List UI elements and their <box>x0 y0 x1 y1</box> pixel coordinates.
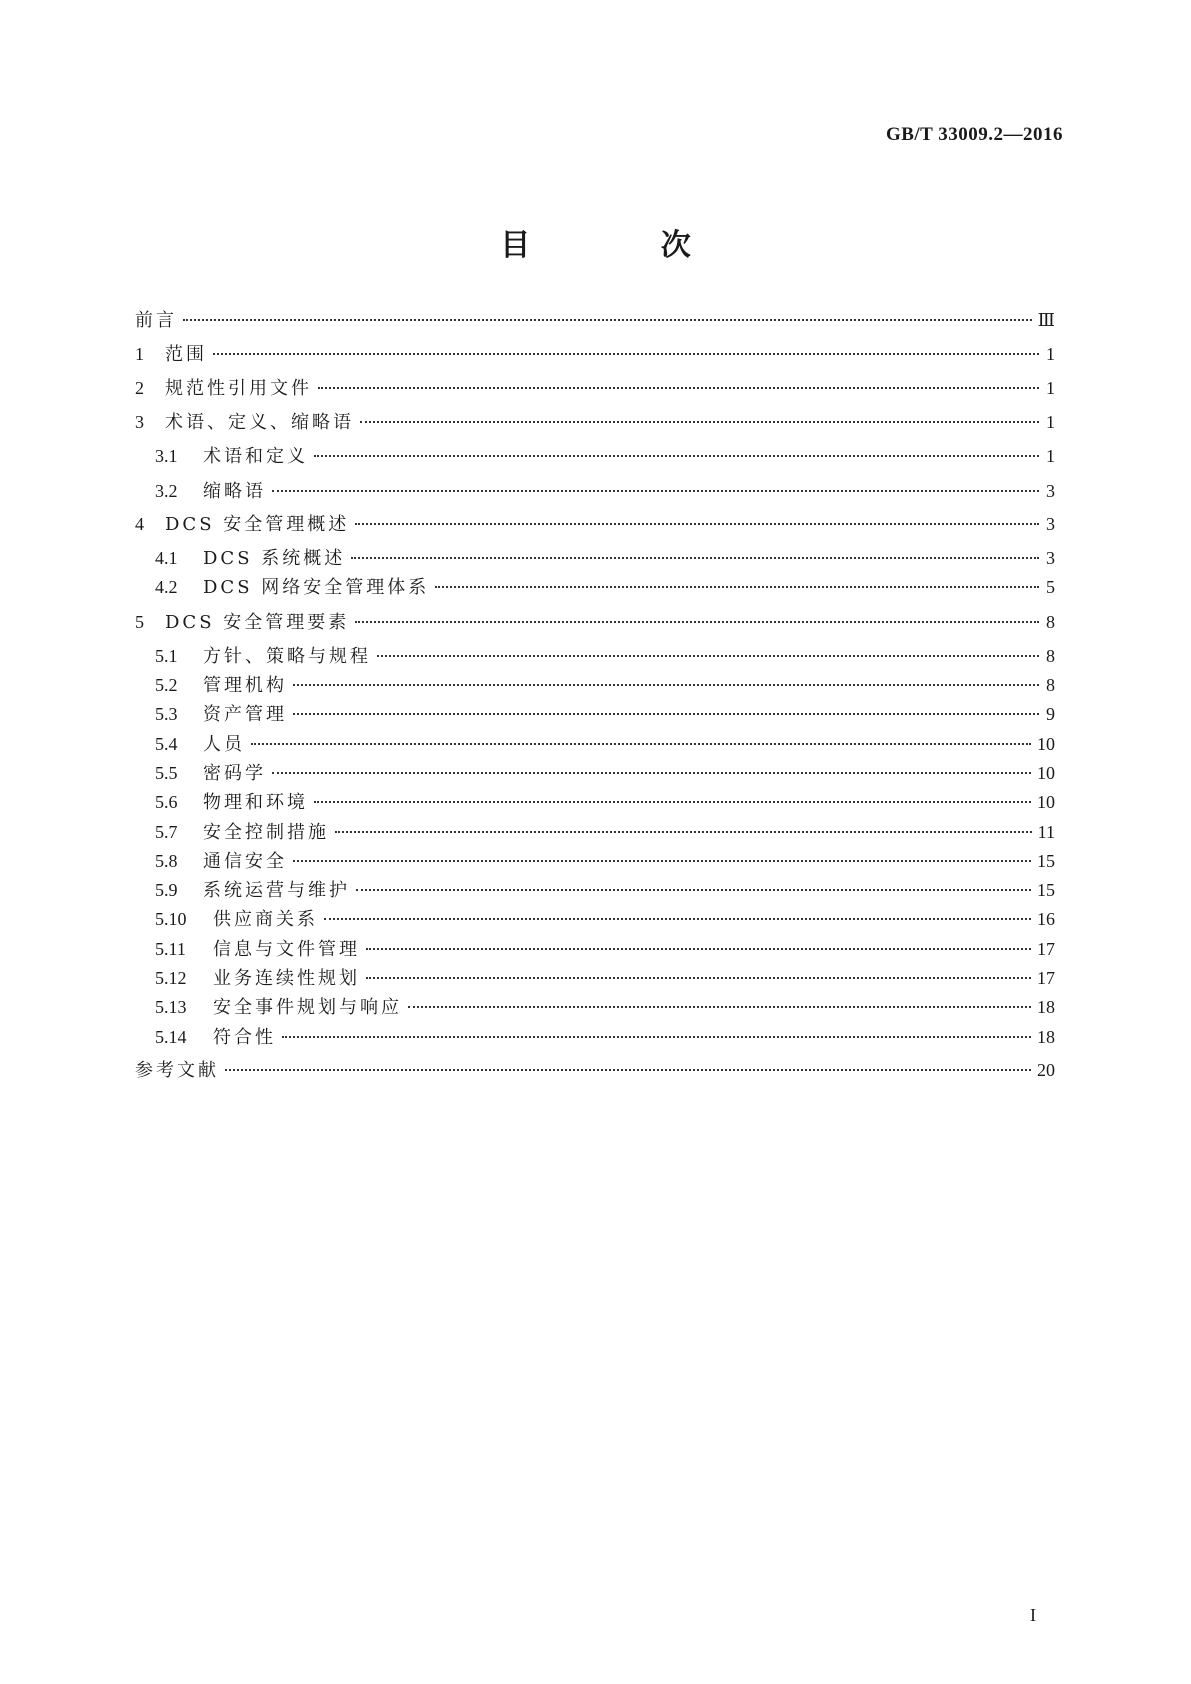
page-number: I <box>1030 1605 1036 1625</box>
toc-entry[interactable] <box>135 545 1055 571</box>
dot-leader <box>355 621 1039 623</box>
toc-entry-page: 17 <box>1037 939 1055 959</box>
toc-entry[interactable] <box>135 511 1055 537</box>
toc-entry-title: 密码学 <box>203 763 266 784</box>
toc-entry-number: 4 <box>135 514 144 534</box>
toc-entry[interactable] <box>135 994 1055 1020</box>
toc-entry-page: 10 <box>1037 792 1055 812</box>
toc-entry-page: 10 <box>1037 734 1055 754</box>
toc-entry[interactable] <box>135 478 1055 504</box>
toc-entry-number: 3.1 <box>155 446 178 466</box>
toc-entry-title: 参考文献 <box>135 1060 219 1081</box>
dot-leader <box>435 586 1039 588</box>
dot-leader <box>324 918 1031 920</box>
toc-entry-page: 15 <box>1037 851 1055 871</box>
toc-entry-title: 信息与文件管理 <box>213 939 360 960</box>
toc-entry-title: DCS 安全管理概述 <box>165 514 350 535</box>
toc-entry-title: 系统运营与维护 <box>203 880 350 901</box>
toc-entry-number: 1 <box>135 344 144 364</box>
toc-entry-number: 5.9 <box>155 880 178 900</box>
toc-entry-title: 安全事件规划与响应 <box>213 997 402 1018</box>
toc-entry-page: 17 <box>1037 968 1055 988</box>
toc-entry-title: DCS 安全管理要素 <box>165 612 350 633</box>
toc-entry[interactable] <box>135 731 1055 757</box>
dot-leader <box>293 860 1031 862</box>
toc-entry[interactable] <box>135 877 1055 903</box>
toc-entry-title: DCS 系统概述 <box>203 548 346 569</box>
dot-leader <box>213 353 1039 355</box>
dot-leader <box>318 387 1039 389</box>
dot-leader <box>293 684 1039 686</box>
toc-entry-number: 5.13 <box>155 997 187 1017</box>
toc-entry-page: 3 <box>1046 514 1055 534</box>
toc-entry[interactable] <box>135 443 1055 469</box>
toc-entry[interactable] <box>135 701 1055 727</box>
toc-entry[interactable] <box>135 672 1055 698</box>
toc-entry-number: 4.1 <box>155 548 178 568</box>
toc-title: 目 次 <box>500 228 751 263</box>
toc-entry-number: 3.2 <box>155 481 178 501</box>
toc-entry[interactable] <box>135 307 1055 333</box>
toc-entry-page: 9 <box>1046 704 1055 724</box>
toc-entry[interactable] <box>135 1024 1055 1050</box>
toc-entry-page: 1 <box>1046 344 1055 364</box>
toc-entry[interactable] <box>135 609 1055 635</box>
toc-entry-number: 2 <box>135 378 144 398</box>
toc-entry-title: 安全控制措施 <box>203 822 329 843</box>
toc-entry-number: 5.2 <box>155 675 178 695</box>
toc-entry-page: 8 <box>1046 612 1055 632</box>
standard-code: GB/T 33009.2—2016 <box>885 124 1063 145</box>
toc-entry[interactable] <box>135 936 1055 962</box>
toc-entry[interactable] <box>135 375 1055 401</box>
toc-entry-title: 供应商关系 <box>213 909 318 930</box>
dot-leader <box>314 455 1039 457</box>
dot-leader <box>377 655 1039 657</box>
toc-entry-page: 11 <box>1037 822 1055 842</box>
dot-leader <box>272 490 1039 492</box>
toc-entry[interactable] <box>135 965 1055 991</box>
toc-entry-title: 前言 <box>135 310 177 331</box>
toc-entry-number: 5 <box>135 612 144 632</box>
toc-entry-page: 1 <box>1046 378 1055 398</box>
toc-entry-page: 1 <box>1046 412 1055 432</box>
toc-entry[interactable] <box>135 819 1055 845</box>
toc-entry-page: 18 <box>1037 997 1055 1017</box>
toc-entry-page: 8 <box>1046 675 1055 695</box>
toc-entry[interactable] <box>135 341 1055 367</box>
toc-entry-title: 通信安全 <box>203 851 287 872</box>
toc-entry-title: 业务连续性规划 <box>213 968 360 989</box>
toc-entry-page: 10 <box>1037 763 1055 783</box>
toc-entry[interactable] <box>135 848 1055 874</box>
toc-entry-number: 5.7 <box>155 822 178 842</box>
toc-entry-number: 5.8 <box>155 851 178 871</box>
toc-entry-title: 术语、定义、缩略语 <box>165 412 354 433</box>
toc-entry-page: 20 <box>1037 1060 1055 1080</box>
toc-entry-title: 术语和定义 <box>203 446 308 467</box>
dot-leader <box>251 743 1031 745</box>
toc-entry-title: 范围 <box>165 344 207 365</box>
toc-entry-number: 5.14 <box>155 1027 187 1047</box>
toc-entry-title: 符合性 <box>213 1027 276 1048</box>
toc-entry-title: 资产管理 <box>203 704 287 725</box>
toc-entry-title: 人员 <box>203 734 245 755</box>
toc-entry[interactable] <box>135 789 1055 815</box>
toc-entry-title: 物理和环境 <box>203 792 308 813</box>
dot-leader <box>225 1069 1031 1071</box>
dot-leader <box>360 421 1039 423</box>
dot-leader <box>366 948 1031 950</box>
toc-entry-page: 16 <box>1037 909 1055 929</box>
dot-leader <box>272 772 1031 774</box>
toc-entry-number: 3 <box>135 412 144 432</box>
toc-entry[interactable] <box>135 906 1055 932</box>
toc-entry-page: Ⅲ <box>1037 310 1055 330</box>
toc-entry[interactable] <box>135 409 1055 435</box>
toc-entry-title: 规范性引用文件 <box>165 378 312 399</box>
dot-leader <box>293 713 1039 715</box>
toc-entry-page: 5 <box>1046 577 1055 597</box>
dot-leader <box>314 801 1031 803</box>
toc-entry-number: 5.3 <box>155 704 178 724</box>
toc-entry-title: 管理机构 <box>203 675 287 696</box>
dot-leader <box>366 977 1031 979</box>
toc-entry-page: 15 <box>1037 880 1055 900</box>
toc-entry-page: 8 <box>1046 646 1055 666</box>
toc-entry-number: 4.2 <box>155 577 178 597</box>
dot-leader <box>356 889 1031 891</box>
toc-entry-number: 5.10 <box>155 909 187 929</box>
toc-entry-page: 1 <box>1046 446 1055 466</box>
dot-leader <box>183 319 1032 321</box>
toc-entry-number: 5.4 <box>155 734 178 754</box>
toc-entry-number: 5.5 <box>155 763 178 783</box>
dot-leader <box>408 1006 1031 1008</box>
toc-entry-title: 方针、策略与规程 <box>203 646 371 667</box>
dot-leader <box>351 557 1039 559</box>
toc-entry-title: DCS 网络安全管理体系 <box>203 577 430 598</box>
toc-entry-page: 18 <box>1037 1027 1055 1047</box>
toc-entry-page: 3 <box>1046 548 1055 568</box>
toc-entry[interactable] <box>135 760 1055 786</box>
toc-entry-page: 3 <box>1046 481 1055 501</box>
toc-entry[interactable] <box>135 643 1055 669</box>
dot-leader <box>335 831 1032 833</box>
dot-leader <box>282 1036 1031 1038</box>
toc-entry-number: 5.12 <box>155 968 187 988</box>
toc-entry[interactable] <box>135 1057 1055 1083</box>
toc-entry[interactable] <box>135 574 1055 600</box>
toc-entry-title: 缩略语 <box>203 481 266 502</box>
toc-entry-number: 5.6 <box>155 792 178 812</box>
toc-entry-number: 5.1 <box>155 646 178 666</box>
toc-entry-number: 5.11 <box>155 939 186 959</box>
dot-leader <box>355 523 1039 525</box>
